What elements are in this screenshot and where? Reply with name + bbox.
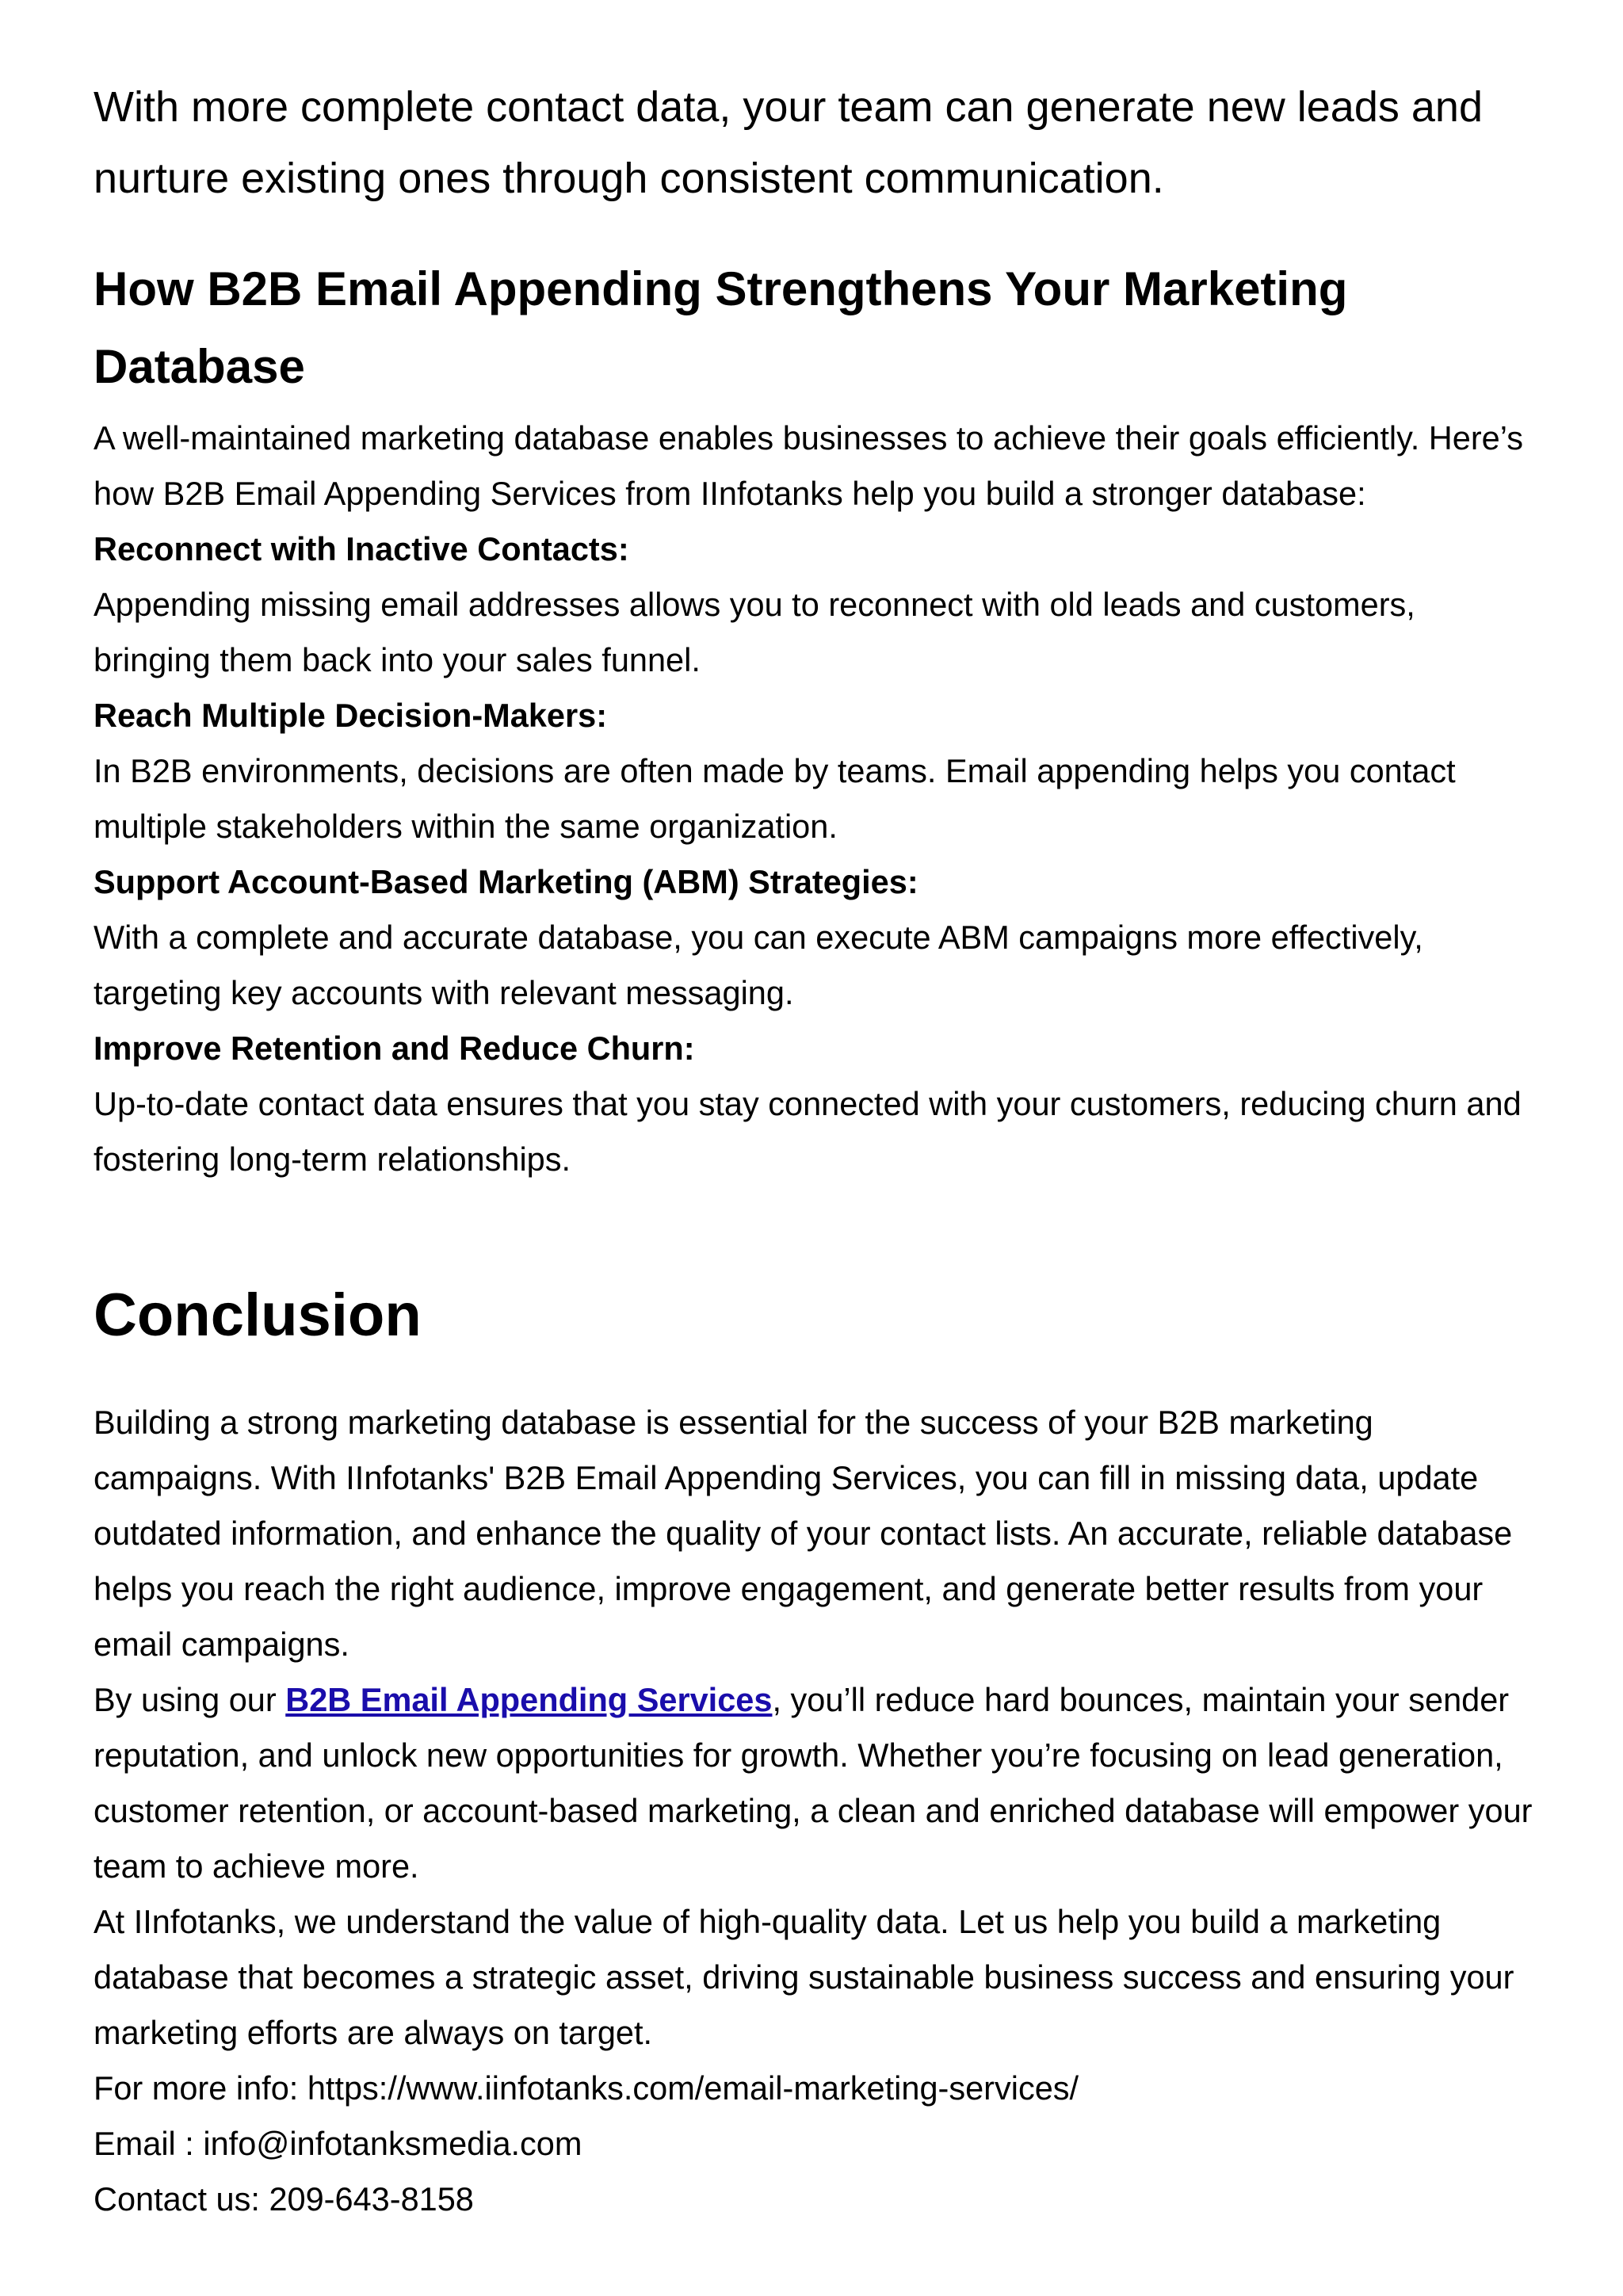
item-title-retention: Improve Retention and Reduce Churn: xyxy=(94,1030,695,1067)
conclusion-paragraph-1: Building a strong marketing database is essential for the success of your B2B marketing campaigns. With IInfotanks' B2B Email Appending Services, you can fill in missing data, update outdated information, and enhance the quality of your contact lists. An accurate, reliable database helps you reach the right audience, improve engagement, and generate better results from your email campaigns. xyxy=(94,1404,1513,1663)
conclusion-body xyxy=(94,1395,1536,2227)
item-title-reconnect: Reconnect with Inactive Contacts: xyxy=(94,530,629,567)
p2-after-text: , you’ll reduce hard bounces, maintain your sender reputation, and unlock new opportunities for growth. Whether you’re focusing on lead generation, customer retention, or account-based marketing, a clean and enriched database will empower your team to achieve more. xyxy=(94,1681,1533,1885)
item-text-abm: With a complete and accurate database, you can execute ABM campaigns more effectively, targeting key accounts with relevant messaging. xyxy=(94,919,1423,1011)
conclusion-paragraph-3: At IInfotanks, we understand the value of high-quality data. Let us help you build a marketing database that becomes a strategic asset, driving sustainable business success and ensuring your marketing efforts are always on target. xyxy=(94,1903,1514,2051)
item-text-reconnect: Appending missing email addresses allows you to reconnect with old leads and customers, bringing them back into your sales funnel. xyxy=(94,586,1415,678)
b2b-email-appending-link[interactable]: B2B Email Appending Services xyxy=(285,1681,773,1718)
intro-paragraph: With more complete contact data, your team can generate new leads and nurture existing ones through consistent communication. xyxy=(94,83,1483,202)
section-body xyxy=(94,411,1536,1187)
item-text-retention: Up-to-date contact data ensures that you stay connected with your customers, reducing churn and fostering long-term relationships. xyxy=(94,1085,1522,1178)
item-title-abm: Support Account-Based Marketing (ABM) Strategies: xyxy=(94,863,918,900)
section-intro: A well-maintained marketing database enables businesses to achieve their goals efficiently. Here’s how B2B Email Appending Services from IInfotanks help you build a stronger database: xyxy=(94,419,1523,512)
more-info-line: For more info: https://www.iinfotanks.com/email-marketing-services/ xyxy=(94,2069,1079,2107)
section-heading: How B2B Email Appending Strengthens Your Marketing Database xyxy=(94,262,1348,393)
item-title-decision-makers: Reach Multiple Decision-Makers: xyxy=(94,697,608,734)
conclusion-heading: Conclusion xyxy=(94,1282,422,1349)
p2-before-text: By using our xyxy=(94,1681,286,1718)
email-line: Email : info@infotanksmedia.com xyxy=(94,2125,582,2162)
contact-line: Contact us: 209-643-8158 xyxy=(94,2180,474,2218)
item-text-decision-makers: In B2B environments, decisions are often made by teams. Email appending helps you contact multiple stakeholders within the same organization. xyxy=(94,752,1456,845)
conclusion-paragraph-2 xyxy=(94,1672,1536,1894)
